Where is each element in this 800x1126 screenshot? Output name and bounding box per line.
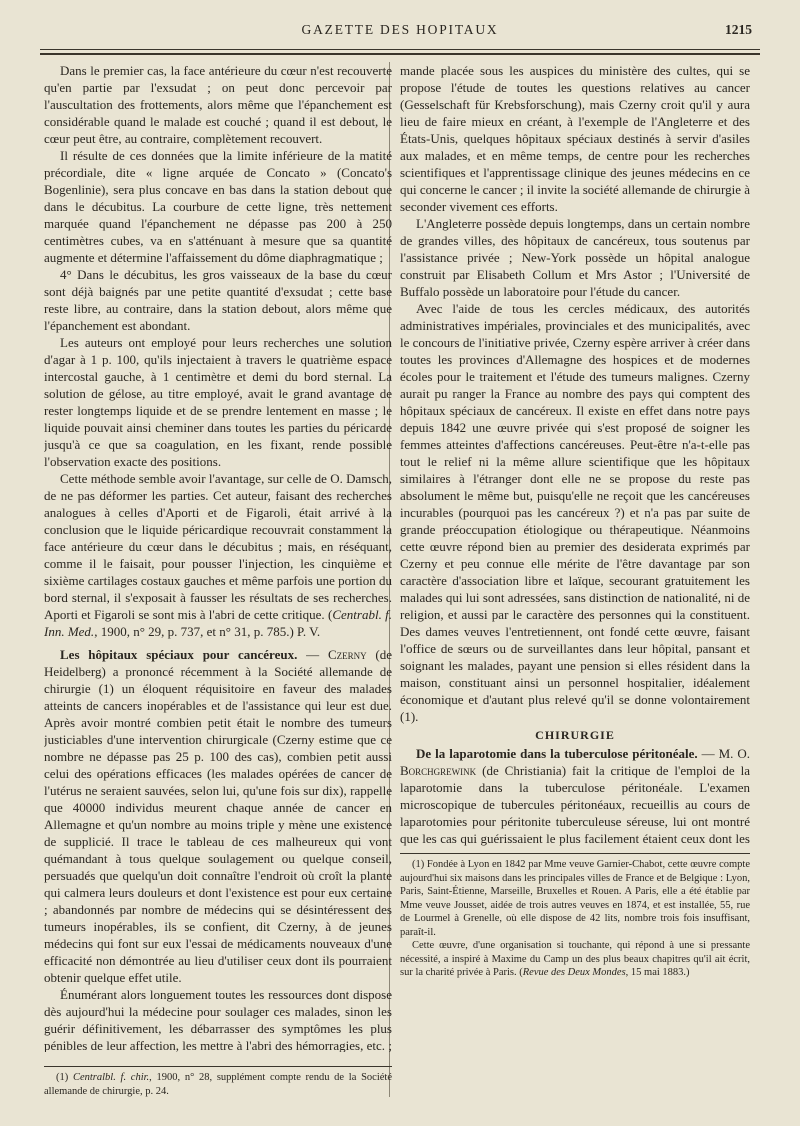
header-rule: [40, 49, 760, 50]
paragraph: Énumérant alors longuement toutes les ressources dont dispose dès aujourd'hui la médecine pour soulager ces malades, sinon les guérir définitivement, les débarrasser des symptômes les plus pénibles de leur affection, les mettre à l'abri des hémorragies, etc. ;: [44, 987, 392, 1052]
citation: Centralbl. f. chir.: [72, 1072, 150, 1083]
author-name: Borchgrewink: [400, 763, 477, 778]
header-rule-thick: [40, 53, 760, 55]
article-paragraph: [400, 745, 750, 847]
paragraph: Avec l'aide de tous les cercles médicaux, des autorités administratives impériales, provinciales et des municipalités, avec le concours de l'initiative privée, Czerny espère arriver à créer dans toutes les provinces d'Allemagne des hospices et de modernes écoles pour le traitement et l'étude des tumeurs malignes. Czerny aurait pu ranger la France au nombre des pays qui comptent des hôpitaux spéciaux de cancéreux. Il existe en effet dans notre pays depuis 1842 une œuvre privée qui s'est proposé de soigner les femmes atteintes d'affections cancéreuses. Peut-être n'a-t-elle pas tout le relief ni la même allure scientifique que les hôpitaux similaires à l'étranger dont elle ne se propose du reste pas absolument le même but, puisqu'elle ne reçoit que les cancéreuses incurables (pourquoi pas les cancéreux ?) et n'a pas par suite de grande préoccupation étiologique ou thérapeutique. Néanmoins cette œuvre répond bien au premier des desiderata exprimés par Czerny et peu connue elle mérite de l'être davantage par son caractère d'association libre et laïque, secourant gratuitement les malades qui lui sont adressées, sans distinction de nationalité, ni de religion, et aussi par le caractère des personnes qui la constituent. Des dames veuves l'entretiennent, ont fondé cette œuvre, faisant l'office de sœurs ou de surveillantes dans leur hôpital, pansant et soignant les malades, payant une pension si elles résident dans la maison, constituant ainsi un personnel hospitalier, idéalement économique et d'autant plus relevé qu'il se donne volontairement (1).: [400, 301, 750, 724]
author-name: Czerny: [327, 647, 367, 662]
dash: —: [697, 746, 719, 761]
footnote-rule: [400, 853, 750, 854]
signature: P. V.: [297, 624, 321, 639]
article-title: De la laparotomie dans la tuberculose péritonéale.: [416, 746, 698, 761]
citation: Centrabl. f. Inn. Med.: [44, 607, 392, 639]
right-column: [400, 62, 750, 980]
paragraph: mande placée sous les auspices du ministère des cultes, qui se propose l'étude de toutes les questions relatives au cancer (Gesselschaft für Krebsforschung), mais Czerny croit qu'il y aura lieu de faire mieux en créant, à l'exemple de l'Angleterre et des États-Unis, quelques hôpitaux spéciaux destinés à servir d'asiles aux malades, et en même temps, de centre pour les recherches scientifiques et l'apprentissage clinique des jeunes médecins en ce qui concerne le cancer ; il invite la société allemande de chirurgie à seconder vivement ces efforts.: [400, 63, 750, 214]
running-header: [40, 22, 760, 42]
dash: —: [297, 647, 328, 662]
author-prefix: M. O.: [718, 746, 750, 761]
paragraph: Il résulte de ces données que la limite inférieure de la matité précordiale, dite « ligne arquée de Concato » (Concato's Bogenlinie), sera plus concave en bas dans la station debout que dans le décubitus. La courbure de cette ligne, très nettement marquée quand l'épanchement ne dépasse pas 200 à 250 centimètres cubes, va en s'atténuant à mesure que sa quantité augmente et détermine l'affaissement du dôme diaphragmatique ;: [44, 148, 392, 265]
footnote: [44, 1071, 392, 1098]
article-title: Les hôpitaux spéciaux pour cancéreux.: [60, 647, 298, 662]
footnote-text: (1) Fondée à Lyon en 1842 par Mme veuve Garnier-Chabot, cette œuvre compte aujourd'hui six maisons dans les principales villes de France et de Belgique : Lyon, Paris, Saint-Étienne, Marseille, Bruxelles et Rouen. A Paris, elle a été établie par Mme veuve Jousset, aidée de trois autres veuves en 1874, et est installée, 55, rue de Lourmel à Grenelle, où elle dispose de 42 lits, nombre trois fois insuffisant, paraît-il.: [400, 859, 750, 938]
citation: Revue des Deux Mondes: [522, 967, 626, 978]
footnote-rule: [44, 1066, 392, 1067]
footnote: [400, 858, 750, 980]
text: , 1900, n° 28, supplément compte rendu de la Société allemande de chirurgie, p. 24.: [44, 1072, 392, 1097]
article-paragraph: [44, 646, 392, 986]
paragraph: 4° Dans le décubitus, les gros vaisseaux de la base du cœur sont déjà baignés par une petite quantité d'exsudat ; cette base reste libre, au contraire, dans la station debout, alors même que l'épanchement est abondant.: [44, 267, 392, 333]
journal-title: GAZETTE DES HOPITAUX: [301, 22, 499, 37]
text: (de Heidelberg) a prononcé récemment à la Société allemande de chirurgie (1) un éloquent réquisitoire en faveur des malades atteints de cancers inopérables et de l'assistance qui leur est due. Après avoir montré combien petit était le nombre des tumeurs justiciables d'une intervention chirurgicale (Czerny estime que ce nombre ne dépasse pas 25 p. 100 des cas), combien petit aussi celui des opérations efficaces (les malades opérées de cancer de l'utérus ne seraient sauvées, selon lui, qu'une fois sur dix), rappelle que 40000 individus meurent chaque année de cancer en Allemagne et qu'un nombre au moins triple y mène une existence de supplicié. Il trace le tableau de ces malheureux qui vont quémandant à tous quelque soulagement ou quelque conseil, persuadés que quelqu'un doit connaître l'endroit où croît la plante qui calmera leurs douleurs et dont l'existence est pour eux certaine ; abandonnés par nombre de médecins qui se désintéressent des tumeurs inopérables, ils se confient, dit Czerny, à de jeunes médecins qui font sur eux l'essai de médicaments nouveaux d'une efficacité non démontrée au lieu d'utiliser ceux dont ils pourraient obtenir quelque effet utile.: [44, 647, 392, 985]
text: , 15 mai 1883.): [625, 967, 690, 978]
footnote-text: [400, 939, 750, 980]
footnote-number: (1): [56, 1072, 73, 1083]
left-column: [44, 62, 392, 1052]
section-heading: CHIRURGIE: [535, 728, 615, 742]
paragraph: L'Angleterre possède depuis longtemps, dans un certain nombre de grandes villes, des hôpitaux de cancéreux, tous soutenus par l'assistance privée ; New-York possède un hôpital analogue construit par Elisabeth Collum et Mrs Astor ; l'Université de Buffalo possède un laboratoire pour l'étude du cancer.: [400, 216, 750, 299]
text: , 1900, n° 29, p. 737, et n° 31, p. 785.): [94, 624, 294, 639]
text: (de Christiania) fait la critique de l'emploi de la laparotomie dans la tuberculose péritonéale. L'examen microscopique de tubercules péritonéaux, recueillis au cours de laparotomies pour péritonite tuberculeuse séreuse, lui ont montré que les cas qui guérissaient le plus facilement étaient ceux dont les: [400, 763, 750, 846]
paragraph: [44, 470, 392, 640]
left-footnote-area: [44, 1060, 392, 1098]
text: Cette méthode semble avoir l'avantage, sur celle de O. Damsch, de ne pas déformer les parties. Cet auteur, faisant des recherches analogues à celles d'Aporti et de Figaroli, était arrivé à la conclusion que le liquide péricardique recouvrait constamment la face antérieure du cœur dans le décubitus ; mais, en réséquant, comme il le faisait, pour pousser l'injection, les cinquième et sixième cartilages costaux gauches et même parfois une portion du bord sternal, il s'exposait à fausser les résultats de ses recherches. Aporti et Figaroli se sont mis à l'abri de cette critique. (: [44, 471, 392, 622]
text: Cette œuvre, d'une organisation si touchante, qui répond à une si pressante nécessité, a inspiré à Maxime du Camp un des plus beaux chapitres qu'il ait écrit, sur la charité privée à Paris. (: [400, 940, 750, 978]
paragraph: Dans le premier cas, la face antérieure du cœur n'est recouverte qu'en partie par l'exsudat ; on peut donc percevoir par l'auscultation des frottements, alors même que l'épanchement est considérable quand le malade est couché ; quand il est debout, le cœur peut être, au contraire, complètement recouvert.: [44, 63, 392, 146]
paragraph: Les auteurs ont employé pour leurs recherches une solution d'agar à 1 p. 100, qu'ils injectaient à travers le quatrième espace intercostal gauche, à 1 centimètre et demi du bord sternal. La solution de gélose, au titre employé, avait le grand avantage de rester longtemps liquide et de se prendre lentement en masse ; le liquide pouvait ainsi cheminer dans toutes les parties du péricarde jusqu'à ce que sa coagulation, en les fixant, rende possible l'observation exacte des positions.: [44, 335, 392, 469]
page-number: 1215: [725, 22, 752, 37]
